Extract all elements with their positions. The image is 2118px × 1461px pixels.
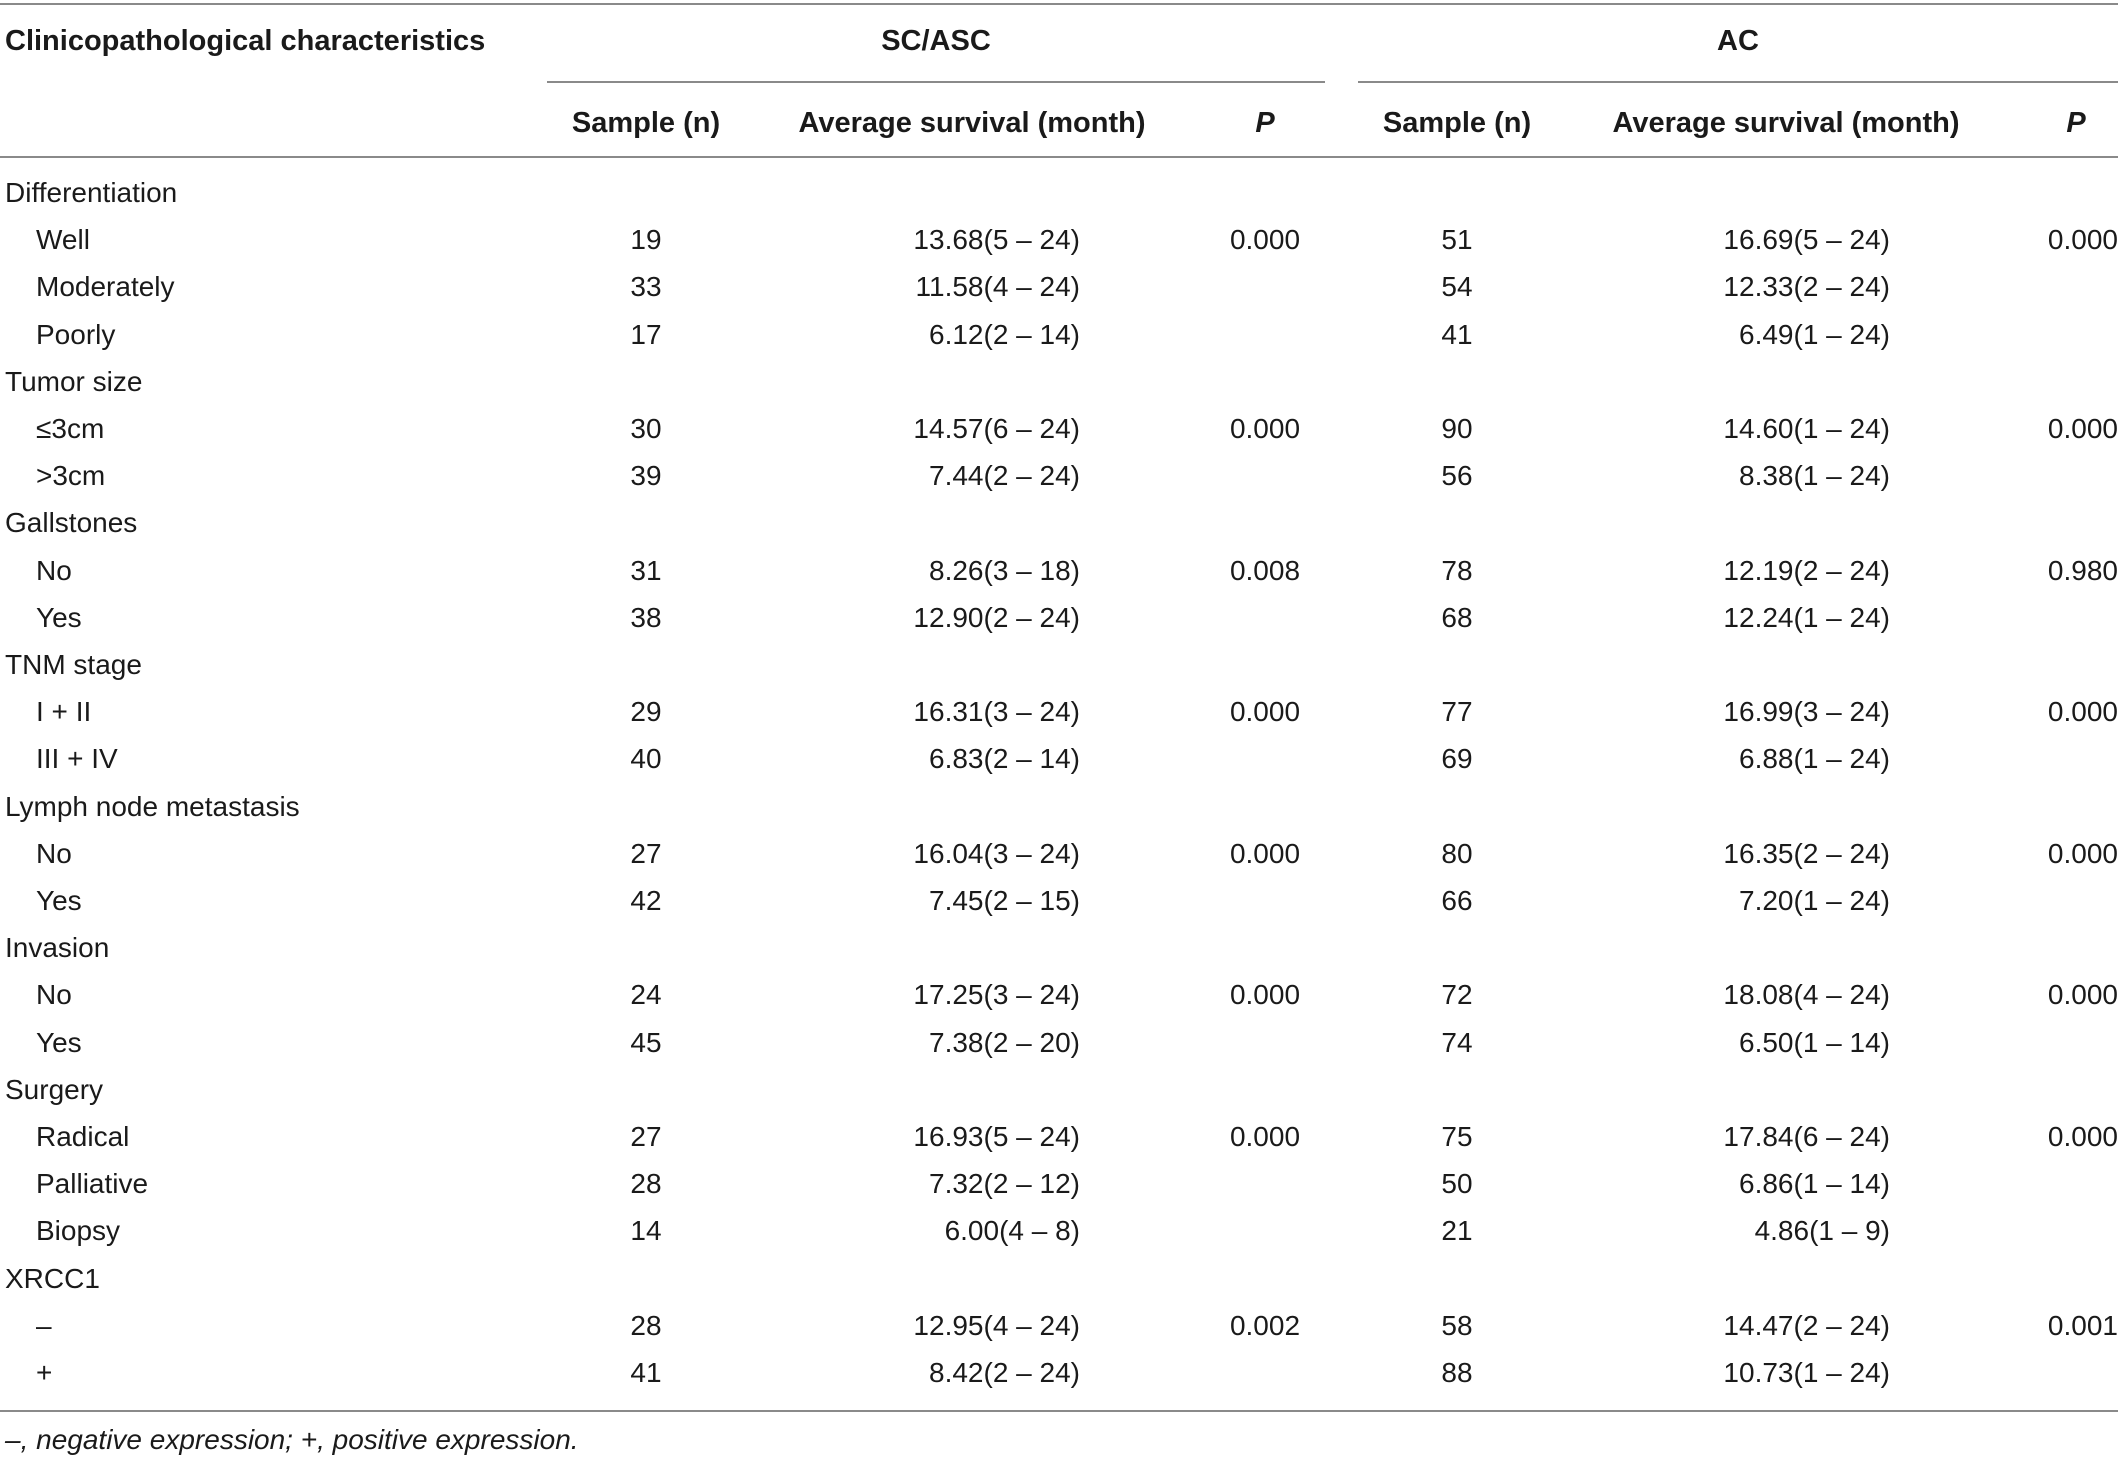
row-label: ≤3cm xyxy=(36,413,105,444)
section-title: Gallstones xyxy=(5,507,138,539)
sc-survival-cell: 11.58(4 – 24) xyxy=(915,271,1080,303)
ac-sample-cell: 69 xyxy=(1441,743,1473,775)
ac-survival-cell: 17.84(6 – 24) xyxy=(1723,1121,1890,1152)
sc-sample-cell: 38 xyxy=(630,601,662,633)
ac-survival-cell: 12.33(2 – 24) xyxy=(1723,271,1890,303)
sc-p-cell: 0.000 xyxy=(1229,1121,1301,1152)
sc-survival-cell: 6.00(4 – 8) xyxy=(944,1215,1080,1247)
ac-survival-cell: 10.73(1 – 24) xyxy=(1723,1357,1890,1388)
header-sc-survival: Average survival (month) xyxy=(798,107,1146,139)
sc-group-rule xyxy=(547,81,1325,83)
ac-sample-cell: 68 xyxy=(1441,601,1473,633)
section-title: Lymph node metastasis xyxy=(5,790,300,822)
ac-p-cell: 0.000 xyxy=(2047,696,2118,728)
ac-sample-cell: 21 xyxy=(1441,1215,1473,1247)
section-title: Tumor size xyxy=(5,365,143,397)
sc-sample-cell: 29 xyxy=(630,696,662,728)
sc-survival-cell: 7.45(2 – 15) xyxy=(929,885,1080,916)
ac-p-cell: 0.000 xyxy=(2047,1121,2118,1152)
row-label: No xyxy=(36,979,72,1011)
row-label: I + II xyxy=(36,696,92,728)
sc-p-cell: 0.000 xyxy=(1229,413,1301,444)
ac-sample-cell: 78 xyxy=(1441,554,1473,586)
row-label: >3cm xyxy=(36,460,106,492)
sc-survival-cell: 12.95(4 – 24) xyxy=(913,1309,1080,1341)
top-rule xyxy=(0,3,2118,5)
sc-survival-cell: 7.32(2 – 12) xyxy=(929,1168,1080,1200)
ac-survival-cell: 16.99(3 – 24) xyxy=(1723,696,1890,728)
header-ac-p: P xyxy=(2066,107,2086,139)
section-title: TNM stage xyxy=(5,649,142,680)
sc-sample-cell: 14 xyxy=(630,1215,662,1247)
ac-group-rule xyxy=(1358,81,2118,83)
ac-sample-cell: 50 xyxy=(1441,1168,1473,1200)
sc-sample-cell: 31 xyxy=(630,554,662,586)
sc-p-cell: 0.000 xyxy=(1229,224,1301,256)
ac-survival-cell: 18.08(4 – 24) xyxy=(1723,979,1890,1011)
sc-sample-cell: 28 xyxy=(630,1309,662,1341)
sc-sample-cell: 28 xyxy=(630,1168,662,1200)
ac-survival-cell: 16.69(5 – 24) xyxy=(1723,224,1890,256)
header-row-label: Clinicopathological characteristics xyxy=(5,25,486,57)
row-label: Yes xyxy=(36,885,82,916)
ac-sample-cell: 72 xyxy=(1441,979,1473,1011)
sc-survival-cell: 16.04(3 – 24) xyxy=(913,837,1080,869)
row-label: Yes xyxy=(36,1026,82,1058)
sc-survival-cell: 16.31(3 – 24) xyxy=(913,696,1080,728)
ac-p-cell: 0.001 xyxy=(2047,1309,2118,1341)
sc-survival-cell: 7.38(2 – 20) xyxy=(929,1026,1080,1058)
ac-survival-cell: 16.35(2 – 24) xyxy=(1723,837,1890,869)
ac-survival-cell: 7.20(1 – 24) xyxy=(1739,885,1890,916)
sc-sample-cell: 27 xyxy=(630,837,662,869)
footnote: –, negative expression; +, positive expression. xyxy=(5,1424,579,1455)
header-group-ac: AC xyxy=(1717,25,1759,57)
row-label: No xyxy=(36,837,72,869)
section-title: Surgery xyxy=(5,1073,104,1105)
sc-p-cell: 0.000 xyxy=(1229,979,1301,1011)
sc-p-cell: 0.000 xyxy=(1229,837,1301,869)
sc-sample-cell: 24 xyxy=(630,979,662,1011)
sc-p-cell: 0.002 xyxy=(1229,1309,1301,1341)
ac-p-cell: 0.000 xyxy=(2047,979,2118,1011)
sc-sample-cell: 41 xyxy=(630,1357,662,1388)
ac-p-cell: 0.980 xyxy=(2047,554,2118,586)
ac-sample-cell: 88 xyxy=(1441,1357,1473,1388)
ac-survival-cell: 12.19(2 – 24) xyxy=(1723,554,1890,586)
sc-sample-cell: 45 xyxy=(630,1026,662,1058)
sc-survival-cell: 16.93(5 – 24) xyxy=(913,1121,1080,1152)
ac-survival-cell: 14.60(1 – 24) xyxy=(1723,413,1890,444)
ac-survival-cell: 4.86(1 – 9) xyxy=(1754,1215,1890,1247)
ac-survival-cell: 12.24(1 – 24) xyxy=(1723,601,1890,633)
ac-sample-cell: 41 xyxy=(1441,318,1473,350)
row-label: Radical xyxy=(36,1121,130,1152)
ac-sample-cell: 77 xyxy=(1441,696,1473,728)
sc-survival-cell: 14.57(6 – 24) xyxy=(913,413,1080,444)
ac-sample-cell: 90 xyxy=(1441,413,1473,444)
header-bottom-rule xyxy=(0,156,2118,158)
ac-sample-cell: 74 xyxy=(1441,1026,1473,1058)
header-ac-survival: Average survival (month) xyxy=(1612,107,1960,139)
sc-survival-cell: 7.44(2 – 24) xyxy=(929,460,1080,492)
row-label: Poorly xyxy=(36,318,116,350)
row-label: Well xyxy=(36,224,90,256)
sc-sample-cell: 33 xyxy=(630,271,662,303)
sc-sample-cell: 40 xyxy=(630,743,662,775)
sc-sample-cell: 39 xyxy=(630,460,662,492)
bottom-rule xyxy=(0,1410,2118,1412)
ac-p-cell: 0.000 xyxy=(2047,224,2118,256)
section-title: Differentiation xyxy=(5,177,178,208)
header-ac-sample: Sample (n) xyxy=(1382,107,1532,139)
sc-survival-cell: 8.42(2 – 24) xyxy=(929,1357,1080,1388)
sc-sample-cell: 17 xyxy=(630,318,662,350)
sc-survival-cell: 6.83(2 – 14) xyxy=(929,743,1080,775)
sc-sample-cell: 30 xyxy=(630,413,662,444)
ac-sample-cell: 66 xyxy=(1441,885,1473,916)
ac-sample-cell: 51 xyxy=(1441,224,1473,256)
row-label: + xyxy=(36,1357,53,1388)
sc-sample-cell: 19 xyxy=(630,224,662,256)
sc-p-cell: 0.008 xyxy=(1229,554,1301,586)
ac-p-cell: 0.000 xyxy=(2047,413,2118,444)
header-sc-p: P xyxy=(1255,107,1275,139)
ac-sample-cell: 58 xyxy=(1441,1309,1473,1341)
sc-survival-cell: 6.12(2 – 14) xyxy=(929,318,1080,350)
sc-survival-cell: 8.26(3 – 18) xyxy=(929,554,1080,586)
section-title: Invasion xyxy=(5,932,110,964)
row-label: Biopsy xyxy=(36,1215,121,1247)
ac-sample-cell: 56 xyxy=(1441,460,1473,492)
row-label: Palliative xyxy=(36,1168,149,1200)
row-label: – xyxy=(36,1309,52,1341)
sc-sample-cell: 42 xyxy=(630,885,662,916)
row-label: III + IV xyxy=(36,743,118,775)
sc-sample-cell: 27 xyxy=(630,1121,662,1152)
sc-survival-cell: 12.90(2 – 24) xyxy=(913,601,1080,633)
sc-p-cell: 0.000 xyxy=(1229,696,1301,728)
ac-survival-cell: 6.49(1 – 24) xyxy=(1739,318,1890,350)
ac-sample-cell: 80 xyxy=(1441,837,1473,869)
ac-survival-cell: 8.38(1 – 24) xyxy=(1739,460,1890,492)
ac-sample-cell: 54 xyxy=(1441,271,1473,303)
ac-survival-cell: 6.50(1 – 14) xyxy=(1739,1026,1890,1058)
ac-sample-cell: 75 xyxy=(1441,1121,1473,1152)
section-title: XRCC1 xyxy=(5,1262,100,1294)
ac-p-cell: 0.000 xyxy=(2047,837,2118,869)
header-group-sc: SC/ASC xyxy=(881,25,991,57)
ac-survival-cell: 14.47(2 – 24) xyxy=(1723,1309,1890,1341)
header-sc-sample: Sample (n) xyxy=(571,107,721,139)
ac-survival-cell: 6.86(1 – 14) xyxy=(1739,1168,1890,1200)
sc-survival-cell: 17.25(3 – 24) xyxy=(913,979,1080,1011)
row-label: Moderately xyxy=(36,271,175,303)
ac-survival-cell: 6.88(1 – 24) xyxy=(1739,743,1890,775)
sc-survival-cell: 13.68(5 – 24) xyxy=(913,224,1080,256)
row-label: No xyxy=(36,554,72,586)
row-label: Yes xyxy=(36,601,82,633)
